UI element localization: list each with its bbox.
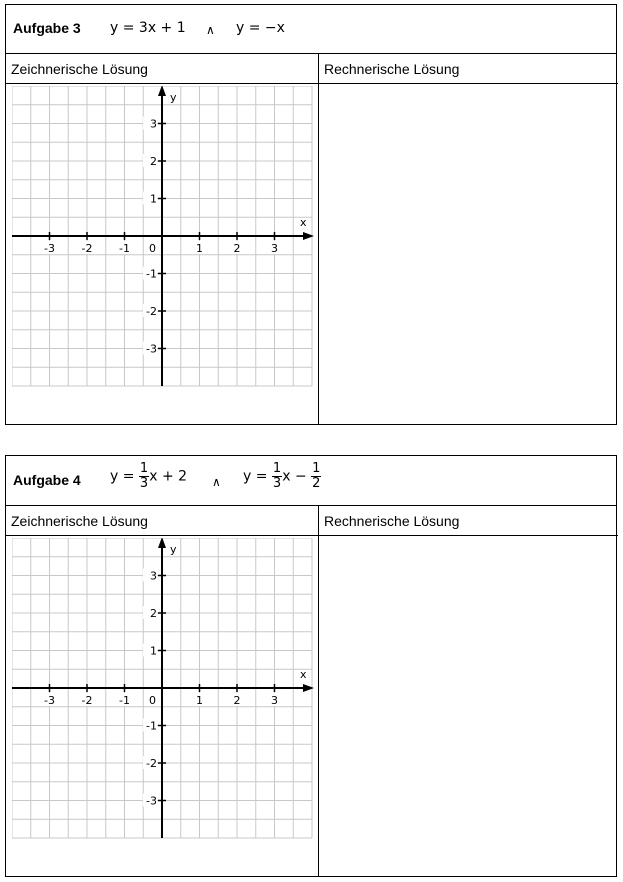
x-axis-label: x	[300, 668, 307, 681]
calculation-column	[318, 54, 618, 424]
coordinate-grid[interactable]	[12, 538, 316, 840]
y-axis-arrow	[158, 86, 166, 96]
fraction-denominator: 3	[272, 476, 282, 491]
y-axis-label: y	[170, 543, 177, 556]
x-tick-label: 1	[196, 694, 203, 707]
y-tick-label: 3	[150, 569, 157, 583]
origin-label: 0	[149, 694, 156, 707]
graphical-solution-header: Zeichnerische Lösung	[6, 54, 318, 84]
and-symbol: ∧	[206, 23, 215, 37]
equation-2	[243, 462, 321, 491]
x-tick-label: -2	[81, 694, 93, 707]
equation-1	[110, 462, 187, 491]
equation-1-suffix: x + 2	[149, 468, 188, 485]
y-tick-label: -1	[146, 267, 157, 281]
fraction-one-third	[272, 462, 282, 491]
equation-1-prefix: y =	[110, 468, 139, 485]
x-tick-label: 3	[271, 242, 278, 255]
y-tick-label: 2	[150, 155, 157, 168]
y-tick-label: 2	[150, 607, 157, 620]
fraction-numerator: 1	[272, 461, 282, 476]
fraction-denominator: 2	[312, 476, 321, 491]
calculation-column	[318, 506, 618, 876]
equation-2-mid: x −	[282, 468, 312, 485]
fraction-denominator: 3	[139, 476, 149, 491]
y-tick-label: -1	[146, 719, 157, 733]
calculation-area[interactable]	[319, 84, 618, 424]
x-tick-label: -2	[81, 242, 93, 255]
y-tick-label: -3	[146, 794, 157, 808]
x-tick-label: -1	[119, 694, 130, 707]
task-4	[5, 455, 617, 877]
calculation-header: Rechnerische Lösung	[319, 506, 618, 536]
fraction-one-third	[139, 462, 149, 491]
x-tick-label: 2	[233, 242, 241, 255]
equation-2: y = −x	[236, 20, 285, 36]
x-tick-label: 1	[196, 242, 203, 255]
calculation-header: Rechnerische Lösung	[319, 54, 618, 84]
x-tick-label: 2	[233, 694, 241, 707]
y-axis-arrow	[158, 538, 166, 548]
x-tick-label: -1	[119, 242, 130, 255]
equation-1: y = 3x + 1	[110, 20, 186, 36]
and-symbol: ∧	[212, 475, 221, 489]
y-tick-label: 1	[150, 192, 157, 206]
y-tick-label: 1	[150, 644, 157, 658]
origin-label: 0	[149, 242, 156, 255]
task-header	[6, 5, 616, 54]
fraction-numerator: 1	[312, 461, 321, 476]
fraction-numerator: 1	[139, 461, 149, 476]
x-tick-label: -3	[44, 694, 55, 707]
task-3	[5, 4, 617, 425]
task-header	[6, 456, 616, 506]
graphical-solution-header: Zeichnerische Lösung	[6, 506, 318, 536]
x-tick-label: 3	[271, 694, 278, 707]
coordinate-grid[interactable]	[12, 86, 316, 388]
y-tick-label: -2	[146, 305, 157, 318]
y-tick-label: 3	[150, 117, 157, 131]
graphical-solution-column	[6, 506, 318, 876]
task-title: Aufgabe 3	[13, 20, 81, 36]
y-axis-label: y	[170, 91, 177, 104]
y-tick-label: -3	[146, 342, 157, 356]
y-tick-label: -2	[146, 757, 157, 770]
calculation-area[interactable]	[319, 536, 618, 876]
graphical-solution-column	[6, 54, 318, 424]
fraction-one-half	[311, 462, 321, 491]
x-axis-label: x	[300, 216, 307, 229]
task-title: Aufgabe 4	[13, 472, 81, 488]
x-tick-label: -3	[44, 242, 55, 255]
equation-2-prefix: y =	[243, 468, 272, 485]
